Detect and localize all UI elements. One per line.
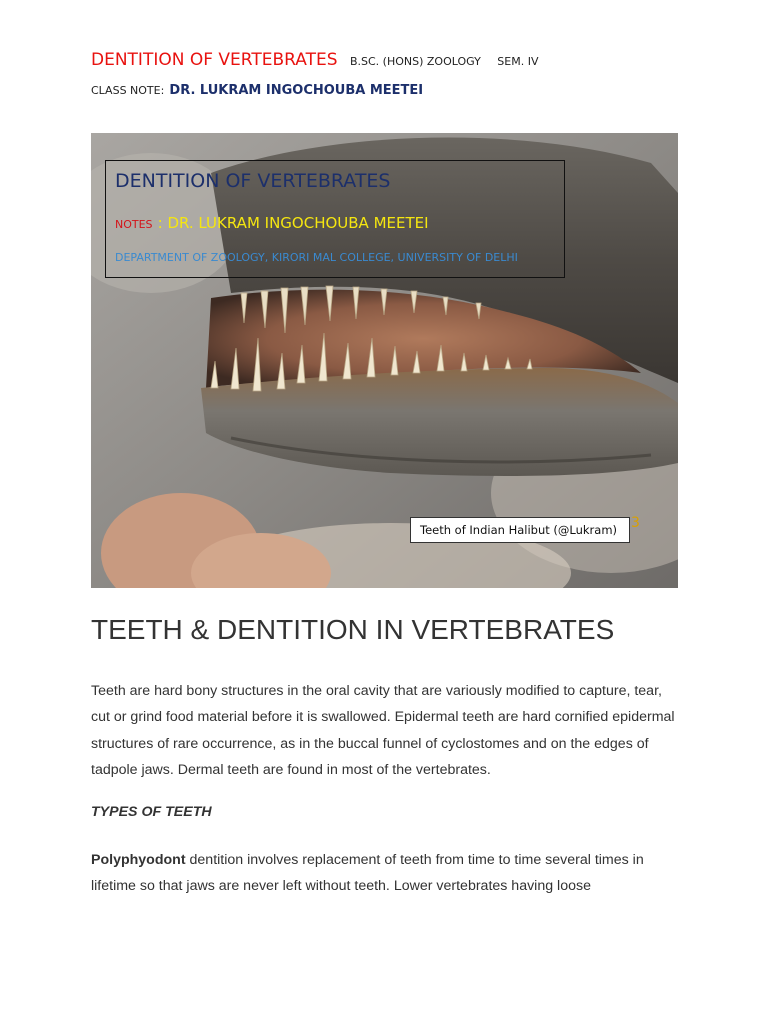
polyphyodont-paragraph	[91, 847, 681, 900]
class-note-prefix: CLASS NOTE:	[91, 84, 165, 97]
polyphyodont-text: dentition involves replacement of teeth from time to time several times in lifetime so that jaws are never left without teeth. Lower vertebrates having loose	[91, 852, 644, 895]
document-header	[91, 50, 538, 70]
overlay-notes-line	[115, 213, 429, 232]
class-note-line	[91, 79, 423, 98]
overlay-title: DENTITION OF VERTEBRATES	[115, 170, 391, 192]
polyphyodont-term: Polyphyodont	[91, 852, 186, 868]
header-course: B.SC. (HONS) ZOOLOGY	[349, 55, 481, 68]
types-of-teeth-heading: TYPES OF TEETH	[91, 804, 212, 820]
header-semester: SEM. IV	[497, 55, 539, 68]
article-heading: TEETH & DENTITION IN VERTEBRATES	[91, 614, 615, 645]
header-author: DR. LUKRAM INGOCHOUBA MEETEI	[169, 83, 424, 98]
figure-title-overlay	[105, 160, 565, 278]
photo-caption: Teeth of Indian Halibut (@Lukram)	[410, 517, 630, 543]
overlay-notes-author: : DR. LUKRAM INGOCHOUBA MEETEI	[157, 214, 429, 232]
header-title: DENTITION OF VERTEBRATES	[91, 50, 338, 70]
overlay-notes-label: NOTES	[115, 218, 153, 231]
caption-edge-glyph: 3	[631, 515, 640, 531]
intro-paragraph: Teeth are hard bony structures in the oral cavity that are variously modified to capture, tear, cut or grind food material before it is swallowed. Epidermal teeth are hard cornified epidermal structures of rare occurrence, as in the buccal funnel of cyclostomes and on the edges of tadpole jaws. Dermal teeth are found in most of the vertebrates.	[91, 683, 675, 778]
overlay-department: DEPARTMENT OF ZOOLOGY, KIRORI MAL COLLEGE, UNIVERSITY OF DELHI	[115, 251, 518, 264]
